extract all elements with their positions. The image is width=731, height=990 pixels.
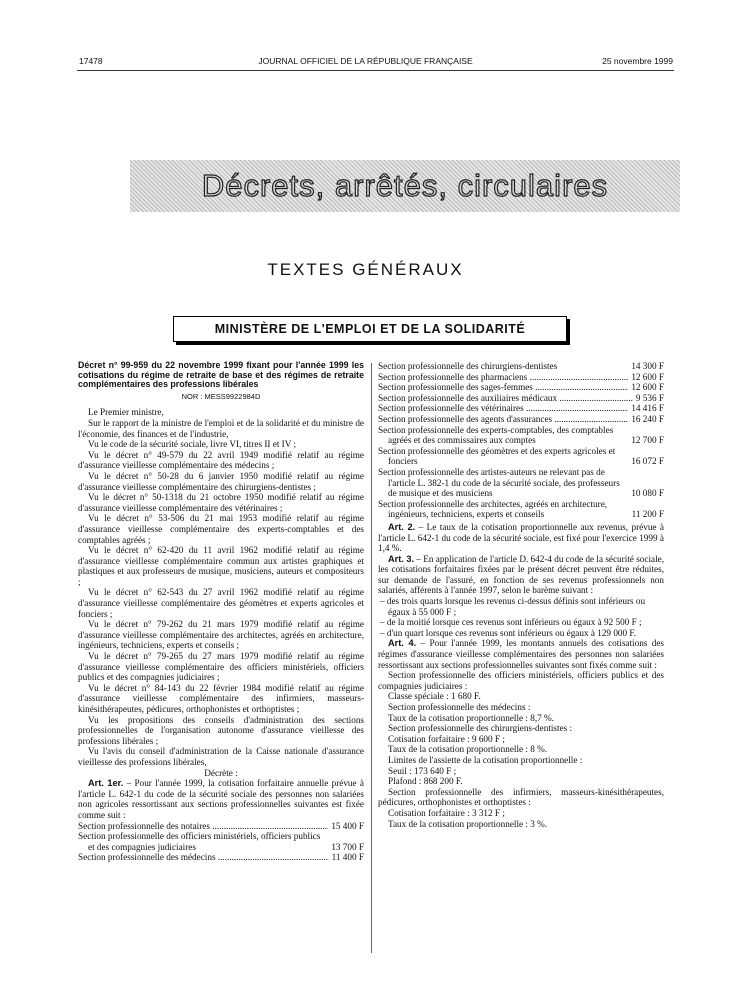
ministry-box [173, 316, 567, 342]
table-row [78, 852, 364, 863]
visa-paragraph: Vu le décret n° 84-143 du 22 février 1984 modifié relatif au régime d'assurance vieillesse complémentaire des infirmiers, masseurs-kinésithérapeutes, pédicures, orthophonistes et orthoptistes ; [78, 682, 364, 714]
visa-paragraph: Vu le décret n° 50-28 du 6 janvier 1950 modifié relatif au régime d'assurance vieillesse complémentaire des chirurgiens-dentistes ; [78, 470, 364, 492]
article-4-lines [378, 670, 664, 829]
table-row [378, 446, 664, 467]
table-row [378, 393, 664, 404]
article-1-table-left [78, 821, 364, 863]
issue-date: 25 novembre 1999 [602, 56, 673, 66]
article-1-table-right [378, 361, 664, 520]
visa-paragraph: Le Premier ministre, [88, 407, 164, 418]
decrete: Décrète : [204, 767, 238, 778]
row-label: Section professionnelle des chirurgiens-dentistes [378, 361, 558, 371]
row-amount: 14 416 F [631, 403, 664, 414]
list-item: Taux de la cotisation proportionnelle : 8,7 %. [388, 712, 554, 723]
row-label: Section professionnelle des experts-comptables, des comptables agréés et des commissaires aux comptes [378, 424, 614, 446]
left-column [78, 361, 364, 863]
article-3-items [378, 596, 664, 638]
list-item: Plafond : 868 200 F. [388, 776, 463, 787]
visa-paragraph: Vu le décret n° 79-265 du 27 mars 1979 modifié relatif au régime d'assurance vieillesse complémentaire des officiers ministériels, officiers publics et des compagnies judiciaires ; [78, 651, 364, 683]
row-label: Section professionnelle des médecins ..... [78, 852, 329, 863]
visa-paragraph: Vu le décret n° 62-543 du 27 avril 1962 modifié relatif au régime d'assurance vieillesse complémentaire des géomètres et experts agricoles et fonciers ; [78, 587, 364, 619]
visa-paragraph: Vu le décret n° 79-262 du 21 mars 1979 modifié relatif au régime d'assurance vieillesse complémentaire des architectes, agréés en architecture, ingénieurs, techniciens, experts et conseils ; [78, 619, 364, 651]
row-amount: 11 400 F [331, 852, 364, 863]
table-row [378, 425, 664, 446]
table-row [378, 499, 664, 520]
list-item: Taux de la cotisation proportionnelle : 3 %. [388, 818, 548, 829]
visa-paragraph: Vu l'avis du conseil d'administration de la Caisse nationale d'assurance vieillesse des professions libérales, [78, 746, 364, 767]
row-label: Section professionnelle des auxiliaires médicaux ..... [378, 393, 633, 404]
visa-paragraph: Vu le décret n° 50-1318 du 21 octobre 1950 modifié relatif au régime d'assurance vieillesse complémentaire des vétérinaires ; [78, 492, 364, 513]
row-amount: 12 600 F [631, 382, 664, 393]
list-item: Classe spéciale : 1 680 F. [388, 691, 481, 702]
table-row [378, 361, 664, 372]
article-4-text: – Pour l'année 1999, les montants annuels des cotisations des régimes d'assurance vieillesse complémentaires des personnes non salariées ressortissant aux sections professionnelles suivantes sont fixés comme suit : [378, 638, 664, 670]
list-item: – de la moitié lorsque ces revenus sont inférieurs ou égaux à 92 500 F ; [380, 617, 642, 628]
column-divider [371, 363, 372, 953]
row-label: Section professionnelle des notaires ..... [78, 821, 328, 832]
visa-paragraph: Vu le décret n° 49-579 du 22 avril 1949 modifié relatif au régime d'assurance vieillesse complémentaire des médecins ; [78, 449, 364, 471]
row-label: Section professionnelle des vétérinaires ..... [378, 403, 628, 414]
visa-paragraph: Vu le décret n° 53-506 du 21 mai 1953 modifié relatif au régime d'assurance vieillesse complémentaire des experts-comptables et des comptables agréés ; [78, 513, 364, 545]
page-number: 17478 [79, 56, 103, 66]
row-label: Section professionnelle des géomètres et des experts agricoles et fonciers [378, 445, 616, 467]
table-row [378, 467, 664, 499]
section-title: TEXTES GÉNÉRAUX [267, 260, 464, 279]
list-item: Section professionnelle des médecins : [388, 702, 531, 712]
list-item: Section professionnelle des officiers ministériels, officiers publics et des compagnies judiciaires : [378, 670, 664, 691]
article-1 [78, 778, 364, 820]
table-row [378, 403, 664, 414]
visas [78, 407, 364, 767]
table-row [378, 372, 664, 383]
right-column [378, 361, 664, 829]
row-amount: 11 200 F [631, 509, 664, 520]
article-3-label: Art. 3. [388, 553, 415, 564]
row-amount: 12 600 F [631, 371, 664, 382]
row-amount: 16 240 F [631, 413, 664, 424]
table-row [378, 382, 664, 393]
row-amount: 14 300 F [631, 361, 664, 371]
list-item: Taux de la cotisation proportionnelle : 8 %. [388, 744, 548, 755]
decree-title: Décret n° 99-959 du 22 novembre 1999 fixant pour l'année 1999 les cotisations du régime de retraite de base et des régimes de retraite complémentaires des professions libérales [78, 360, 364, 390]
row-label: Section professionnelle des artistes-auteurs ne relevant pas de l'article L. 382-1 du code de la sécurité sociale, des professeurs de musique et des musiciens [378, 466, 620, 499]
list-item: – d'un quart lorsque ces revenus sont inférieurs ou égaux à 129 000 F. [380, 627, 637, 638]
row-label: Section professionnelle des architectes, agréés en architecture, ingénieurs, techniciens, experts et conseils [378, 498, 608, 520]
ministry-name: MINISTÈRE DE L'EMPLOI ET DE LA SOLIDARITÉ [214, 322, 526, 336]
row-label: Section professionnelle des sages-femmes ..... [378, 382, 628, 393]
row-amount: 13 700 F [331, 841, 364, 852]
article-3-text: – En application de l'article D. 642-4 du code de la sécurité sociale, les cotisations forfaitaires fixées par le présent décret peuvent être réduites, sur demande de l'assuré, en fonction de ses revenus professionnels non salariés, afférents à l'année 1997, selon le barème suivant : [378, 553, 664, 596]
row-label: Section professionnelle des pharmaciens ..... [378, 372, 628, 383]
article-4-label: Art. 4. [388, 638, 417, 649]
list-item: Cotisation forfaitaire : 9 600 F ; [388, 733, 505, 744]
list-item: Section professionnelle des infirmiers, masseurs-kinésithérapeutes, pédicures, orthophonistes et orthoptistes : [378, 786, 664, 808]
list-item: Seuil : 173 640 F ; [388, 765, 457, 776]
row-amount: 9 536 F [635, 392, 664, 403]
visa-paragraph: Vu le code de la sécurité sociale, livre VI, titres II et IV ; [88, 439, 297, 450]
journal-title: JOURNAL OFFICIEL DE LA RÉPUBLIQUE FRANÇAISE [258, 56, 473, 66]
article-2-text: – Le taux de la cotisation proportionnelle aux revenus, prévue à l'article L. 642-1 du code de la sécurité sociale, est fixé pour l'exercice 1999 à 1,4 %. [378, 521, 665, 554]
article-2 [378, 522, 664, 554]
row-label: Section professionnelle des officiers ministériels, officiers publics et des compagnies judiciaires [78, 831, 321, 852]
article-1-label: Art. 1er. [88, 778, 124, 789]
list-item: – des trois quarts lorsque les revenus ci-dessus définis sont inférieurs ou égaux à 55 000 F ; [380, 596, 646, 617]
visa-paragraph: Vu les propositions des conseils d'administration des sections professionnelles de l'organisation autonome d'assurance vieillesse des professions libérales ; [78, 714, 364, 746]
visa-paragraph: Sur le rapport de la ministre de l'emploi et de la solidarité et du ministre de l'économie, des finances et de l'industrie, [78, 417, 364, 439]
table-row [378, 414, 664, 425]
banner [130, 160, 680, 212]
row-label: Section professionnelle des agents d'assurances ..... [378, 414, 628, 425]
visa-paragraph: Vu le décret n° 62-420 du 11 avril 1962 modifié relatif au régime d'assurance vieillesse complémentaire commun aux artistes graphiques et plastiques et aux professeurs de musique, musiciens, auteurs et compositeurs ; [78, 545, 364, 587]
nor-reference: NOR : MESS9922984D [181, 391, 261, 401]
row-amount: 16 072 F [631, 456, 664, 467]
article-2-label: Art. 2. [388, 521, 416, 532]
row-amount: 10 080 F [631, 488, 664, 499]
row-amount: 15 400 F [331, 820, 364, 831]
list-item: Cotisation forfaitaire : 3 312 F ; [388, 807, 505, 818]
row-amount: 12 700 F [631, 435, 664, 446]
banner-text: Décrets, arrêtés, circulaires [201, 168, 609, 203]
table-row [78, 831, 364, 852]
article-3 [378, 554, 664, 596]
list-item: Section professionnelle des chirurgiens-dentistes : [388, 723, 573, 734]
table-row [78, 821, 364, 832]
article-1-text: – Pour l'année 1999, la cotisation forfaitaire annuelle prévue à l'article L. 642-1 du code de la sécurité sociale des personnes non salariées non agricoles ressortissant aux sections professionnelles suivantes est fixée comme suit : [78, 778, 365, 820]
article-4 [378, 638, 664, 670]
header-rule [77, 70, 674, 71]
list-item: Limites de l'assiette de la cotisation proportionnelle : [388, 754, 583, 765]
